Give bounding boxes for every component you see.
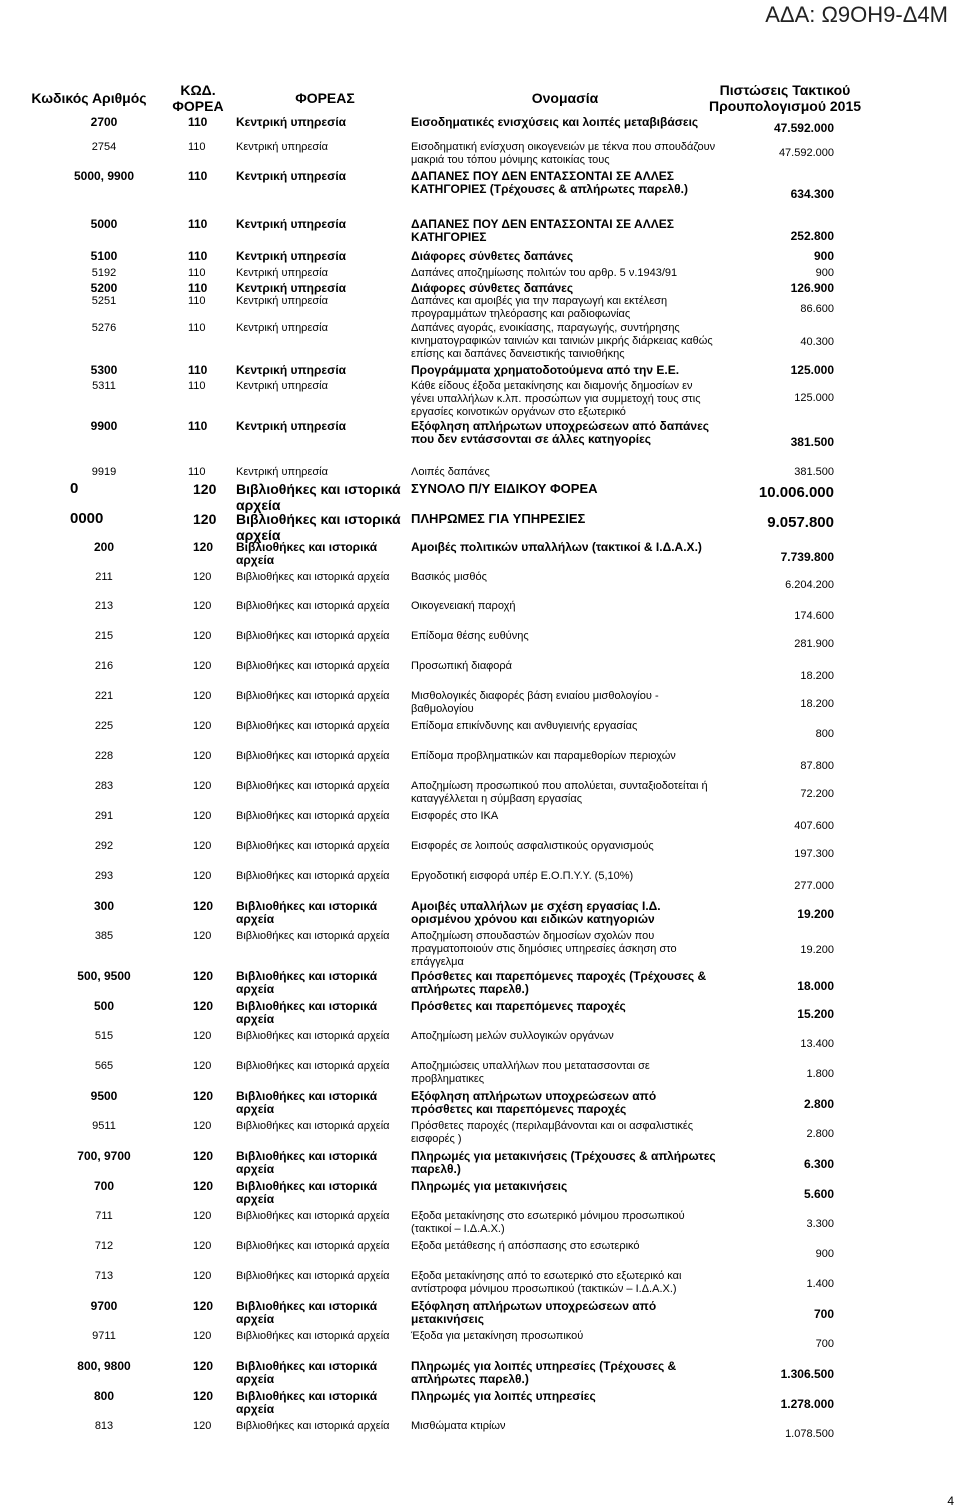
row-entity-code: 120	[193, 600, 212, 612]
row-description: Εξόφληση απλήρωτων υποχρεώσεων από μετακινήσεις	[411, 1299, 657, 1326]
row-entity-code: 120	[193, 630, 212, 642]
row-description: Αμοιβές υπαλλήλων με σχέση εργασίας Ι.Δ. ορισμένου χρόνου και ειδικών κατηγοριών	[411, 899, 661, 926]
row-amount: 125.000	[790, 363, 834, 377]
row-amount: 281.900	[794, 638, 834, 650]
page-number: 4	[947, 1494, 954, 1508]
row-description: Εξόφληση απλήρωτων υποχρεώσεων από δαπάνες που δεν εντάσσονται σε άλλες κατηγορίες	[411, 419, 710, 446]
row-description: Κάθε είδους έξοδα μετακίνησης και διαμονής δημοσίων εν γένει υπαλλήλων κ.λπ. προσώπων για συμμετοχή τους στις εργασίες κοινοτικών οργάνων στο εξωτερικό	[411, 380, 701, 418]
row-code: 5000, 9900	[73, 169, 135, 183]
row-entity-code: 120	[193, 511, 217, 527]
row-entity-name: Βιβλιοθήκες και ιστορικά αρχεία	[236, 840, 390, 852]
row-entity-name: Βιβλιοθήκες και ιστορικά αρχεία	[236, 999, 378, 1026]
row-entity-code: 120	[193, 1420, 212, 1432]
row-entity-code: 120	[193, 1270, 212, 1282]
row-description: Διάφορες σύνθετες δαπάνες	[411, 249, 574, 263]
row-amount: 13.400	[800, 1038, 834, 1050]
row-entity-code: 110	[188, 419, 208, 433]
row-amount: 15.200	[797, 1007, 834, 1021]
row-amount: 634.300	[790, 187, 834, 201]
row-entity-name: Βιβλιοθήκες και ιστορικά αρχεία	[236, 1299, 378, 1326]
row-description: Εξοδα μετάθεσης ή απόσπασης στο εσωτερικό	[411, 1240, 640, 1252]
row-entity-name: Βιβλιοθήκες και ιστορικά αρχεία	[236, 1240, 390, 1252]
row-amount: 800	[815, 728, 834, 740]
row-code: 711	[95, 1210, 113, 1222]
row-description: ΔΑΠΑΝΕΣ ΠΟΥ ΔΕΝ ΕΝΤΑΣΣΟΝΤΑΙ ΣΕ ΑΛΛΕΣ ΚΑΤΗΓΟΡΙΕΣ	[411, 217, 674, 244]
document-id: ΑΔΑ: Ω9ΟΗ9-Δ4Μ	[765, 2, 948, 27]
row-description: Αποζημίωση μελών συλλογικών οργάνων	[411, 1030, 614, 1042]
row-description: Πληρωμές για λοιπές υπηρεσίες	[411, 1389, 596, 1403]
row-code: 700	[93, 1179, 115, 1193]
row-entity-code: 120	[193, 660, 212, 672]
row-entity-code: 120	[193, 1149, 214, 1163]
row-description: Πληρωμές για μετακινήσεις	[411, 1179, 568, 1193]
row-amount: 126.900	[790, 281, 834, 295]
row-entity-code: 110	[188, 249, 208, 263]
row-description: Εισοδηματικές ενισχύσεις και λοιπές μεταβιβάσεις	[411, 115, 699, 129]
row-description: Επίδομα θέσης ευθύνης	[411, 630, 529, 642]
row-description: Μισθώματα κτιρίων	[411, 1420, 506, 1432]
row-code: 5000	[90, 217, 118, 231]
row-description: Αποζημίωση προσωπικού που απολύεται, συνταξιοδοτείται ή καταγγέλλεται η σύμβαση εργασίας	[411, 780, 708, 805]
row-code: 2700	[90, 115, 118, 129]
row-entity-code: 120	[193, 1120, 212, 1132]
row-entity-code: 120	[193, 1359, 214, 1373]
row-code: 5100	[90, 249, 118, 263]
row-amount: 1.306.500	[780, 1367, 834, 1381]
row-amount: 5.600	[803, 1187, 834, 1201]
row-description: ΣΥΝΟΛΟ Π/Υ ΕΙΔΙΚΟΥ ΦΟΡΕΑ	[411, 481, 598, 496]
row-description: Εξοδα μετακίνησης από το εσωτερικό στο εξωτερικό και αντίστροφα μόνιμου προσωπικού (τακτικών – Ι.Δ.Α.Χ.)	[411, 1270, 682, 1295]
row-code: 215	[94, 630, 114, 642]
row-entity-code: 120	[193, 870, 212, 882]
row-entity-code: 110	[188, 115, 208, 129]
row-entity-name: Κεντρική υπηρεσία	[236, 295, 328, 307]
row-entity-code: 110	[188, 281, 208, 295]
row-entity-name: Βιβλιοθήκες και ιστορικά αρχεία	[236, 720, 390, 732]
header-kod-forea-1: ΚΩΔ.	[180, 82, 216, 98]
row-code: 800, 9800	[77, 1359, 131, 1373]
row-amount: 900	[813, 249, 834, 263]
row-entity-name: Κεντρική υπηρεσία	[236, 419, 347, 433]
row-code: 713	[94, 1270, 114, 1282]
row-entity-name: Βιβλιοθήκες και ιστορικά αρχεία	[236, 1420, 390, 1432]
row-code: 221	[94, 690, 114, 702]
row-code: 385	[94, 930, 114, 942]
row-amount: 19.200	[797, 907, 834, 921]
row-entity-code: 110	[188, 141, 206, 153]
row-entity-code: 120	[193, 1299, 214, 1313]
row-amount: 381.500	[794, 466, 834, 478]
row-code: 565	[94, 1060, 114, 1072]
row-amount: 252.800	[790, 229, 834, 243]
row-entity-name: Κεντρική υπηρεσία	[236, 322, 328, 334]
row-code: 5200	[90, 281, 118, 295]
row-amount: 125.000	[794, 392, 834, 404]
row-entity-code: 110	[188, 295, 206, 307]
row-entity-code: 110	[188, 267, 206, 279]
row-entity-code: 110	[188, 466, 206, 478]
row-entity-name: Κεντρική υπηρεσία	[236, 281, 347, 295]
row-entity-name: Βιβλιοθήκες και ιστορικά αρχεία	[236, 1060, 390, 1072]
row-amount: 9.057.800	[767, 514, 834, 531]
row-entity-name: Βιβλιοθήκες και ιστορικά αρχεία	[236, 1389, 378, 1416]
row-amount: 47.592.000	[773, 121, 834, 135]
row-amount: 700	[815, 1338, 834, 1350]
row-description: Πρόσθετες και παρεπόμενες παροχές (Τρέχουσες & απλήρωτες παρελθ.)	[411, 969, 707, 996]
row-code: 5311	[92, 380, 116, 392]
row-description: Πρόσθετες παροχές (περιλαμβάνονται και οι ασφαλιστικές εισφορές )	[411, 1120, 694, 1145]
row-entity-name: Βιβλιοθήκες και ιστορικά αρχεία	[236, 870, 390, 882]
row-code: 700, 9700	[77, 1149, 131, 1163]
row-code: 9700	[90, 1299, 118, 1313]
row-entity-code: 120	[193, 780, 212, 792]
row-amount: 1.800	[806, 1068, 834, 1080]
row-entity-name: Βιβλιοθήκες και ιστορικά αρχεία	[236, 1179, 378, 1206]
row-description: Εισφορές σε λοιπούς ασφαλιστικούς οργανισμούς	[411, 840, 654, 852]
row-description: Εξοδα μετακίνησης στο εσωτερικό μόνιμου προσωπικού (τακτικοί – Ι.Δ.Α.Χ.)	[411, 1210, 685, 1235]
row-entity-code: 120	[193, 810, 212, 822]
row-code: 9900	[90, 419, 118, 433]
row-code: 293	[94, 870, 114, 882]
row-code: 300	[93, 899, 115, 913]
row-entity-name: Κεντρική υπηρεσία	[236, 169, 347, 183]
row-entity-name: Κεντρική υπηρεσία	[236, 466, 328, 478]
row-amount: 900	[815, 267, 834, 279]
row-entity-name: Βιβλιοθήκες και ιστορικά αρχεία	[236, 600, 390, 612]
row-amount: 18.200	[800, 670, 834, 682]
row-code: 500, 9500	[77, 969, 131, 983]
row-entity-name: Βιβλιοθήκες και ιστορικά αρχεία	[236, 540, 378, 567]
row-entity-code: 120	[193, 999, 214, 1013]
row-entity-code: 110	[188, 322, 206, 334]
row-code: 213	[94, 600, 114, 612]
row-description: Εισοδηματική ενίσχυση οικογενειών με τέκνα που σπουδάζουν μακριά του τόπου μόνιμης κατοικίας τους	[411, 141, 716, 166]
row-amount: 381.500	[790, 435, 834, 449]
row-entity-code: 120	[193, 840, 212, 852]
row-description: Δαπάνες αγοράς, ενοικίασης, παραγωγής, συντήρησης κινηματογραφικών ταινιών και ταινιών μικρής διάρκειας καθώς επίσης και δαπάνες δανειστικής ταινιοθήκης	[411, 322, 713, 360]
row-entity-name: Κεντρική υπηρεσία	[236, 249, 347, 263]
row-code: 228	[94, 750, 114, 762]
row-description: Αποζημιώσεις υπαλλήλων που μετατασσονται σε προβληματικες	[411, 1060, 650, 1085]
row-amount: 10.006.000	[758, 484, 834, 501]
header-code-number: Κωδικός Αριθμός	[31, 90, 147, 106]
row-entity-name: Βιβλιοθήκες και ιστορικά αρχεία	[236, 1030, 390, 1042]
row-entity-name: Κεντρική υπηρεσία	[236, 363, 347, 377]
row-description: Διάφορες σύνθετες δαπάνες	[411, 281, 574, 295]
row-code: 200	[93, 540, 115, 554]
row-entity-name: Βιβλιοθήκες και ιστορικά αρχεία	[236, 1270, 390, 1282]
row-entity-code: 120	[193, 969, 214, 983]
row-code: 800	[93, 1389, 115, 1403]
row-description: Δαπάνες αποζημίωσης πολιτών του αρθρ. 5 ν.1943/91	[411, 267, 678, 279]
row-entity-code: 110	[188, 169, 208, 183]
row-amount: 700	[813, 1307, 834, 1321]
row-amount: 7.739.800	[780, 550, 834, 564]
row-description: Πληρωμές για μετακινήσεις (Τρέχουσες & απλήρωτες παρελθ.)	[411, 1149, 716, 1176]
row-entity-name: Βιβλιοθήκες και ιστορικά αρχεία	[236, 571, 390, 583]
row-amount: 18.000	[797, 979, 834, 993]
row-entity-code: 110	[188, 363, 208, 377]
row-entity-code: 110	[188, 217, 208, 231]
row-entity-code: 120	[193, 1179, 214, 1193]
row-entity-code: 120	[193, 1089, 214, 1103]
row-code: 9500	[90, 1089, 118, 1103]
row-entity-code: 120	[193, 1389, 214, 1403]
row-entity-name: Βιβλιοθήκες και ιστορικά αρχεία	[236, 1089, 378, 1116]
row-code: 291	[94, 810, 114, 822]
row-entity-code: 120	[193, 899, 214, 913]
row-code: 2754	[91, 141, 117, 153]
row-entity-code: 120	[193, 1330, 212, 1342]
row-entity-code: 120	[193, 720, 212, 732]
row-amount: 3.300	[806, 1218, 834, 1230]
row-amount: 1.078.500	[785, 1428, 834, 1440]
header-onomasia: Ονομασία	[531, 90, 599, 106]
header-pistoseis-1: Πιστώσεις Τακτικού	[719, 82, 851, 98]
row-entity-code: 110	[188, 380, 206, 392]
row-amount: 2.800	[803, 1097, 834, 1111]
header-foreas: ΦΟΡΕΑΣ	[295, 90, 355, 106]
row-entity-name: Βιβλιοθήκες και ιστορικά αρχεία	[236, 780, 390, 792]
row-entity-name: Βιβλιοθήκες και ιστορικά αρχεία	[236, 969, 378, 996]
row-entity-code: 120	[193, 571, 212, 583]
row-amount: 1.278.000	[780, 1397, 834, 1411]
row-entity-code: 120	[193, 1060, 212, 1072]
row-code: 712	[94, 1240, 114, 1252]
row-entity-name: Κεντρική υπηρεσία	[236, 380, 328, 392]
row-description: Επίδομα επικίνδυνης και ανθυγιεινής εργασίας	[411, 720, 638, 732]
row-amount: 86.600	[800, 303, 834, 315]
row-amount: 407.600	[794, 820, 834, 832]
row-amount: 87.800	[800, 760, 834, 772]
row-amount: 40.300	[800, 336, 834, 348]
row-amount: 72.200	[800, 788, 834, 800]
row-entity-name: Βιβλιοθήκες και ιστορικά αρχεία	[236, 481, 401, 513]
row-entity-name: Βιβλιοθήκες και ιστορικά αρχεία	[236, 899, 378, 926]
row-entity-code: 120	[193, 930, 212, 942]
row-description: Αμοιβές πολιτικών υπαλλήλων (τακτικοί & Ι.Δ.Α.Χ.)	[411, 540, 702, 554]
row-entity-name: Βιβλιοθήκες και ιστορικά αρχεία	[236, 630, 390, 642]
row-code: 500	[93, 999, 115, 1013]
row-entity-code: 120	[193, 1240, 212, 1252]
header-kod-forea-2: ΦΟΡΕΑ	[172, 98, 224, 114]
row-code: 813	[94, 1420, 114, 1432]
row-description: Πρόσθετες και παρεπόμενες παροχές	[411, 999, 626, 1013]
row-code: 515	[94, 1030, 114, 1042]
row-entity-name: Βιβλιοθήκες και ιστορικά αρχεία	[236, 1120, 390, 1132]
row-code: 216	[94, 660, 114, 672]
row-description: Μισθολογικές διαφορές βάση ενιαίου μισθολογίου - βαθμολογίου	[411, 690, 659, 715]
row-description: Αποζημίωση σπουδαστών δημοσίων σχολών που πραγματοποιούν στις δημόσιες υπηρεσίες άσκηση στο επάγγελμα	[411, 930, 677, 968]
row-amount: 1.400	[806, 1278, 834, 1290]
row-entity-name: Βιβλιοθήκες και ιστορικά αρχεία	[236, 1210, 390, 1222]
row-entity-name: Βιβλιοθήκες και ιστορικά αρχεία	[236, 1330, 390, 1342]
row-code: 5276	[91, 322, 117, 334]
row-entity-name: Κεντρική υπηρεσία	[236, 217, 347, 231]
row-entity-name: Βιβλιοθήκες και ιστορικά αρχεία	[236, 511, 401, 543]
row-entity-code: 120	[193, 481, 217, 497]
row-entity-name: Βιβλιοθήκες και ιστορικά αρχεία	[236, 690, 390, 702]
row-description: Εισφορές στο ΙΚΑ	[411, 810, 499, 822]
row-code: 283	[94, 780, 114, 792]
row-description: ΔΑΠΑΝΕΣ ΠΟΥ ΔΕΝ ΕΝΤΑΣΣΟΝΤΑΙ ΣΕ ΑΛΛΕΣ ΚΑΤΗΓΟΡΙΕΣ (Τρέχουσες & απλήρωτες παρελθ.)	[411, 169, 689, 196]
row-entity-name: Κεντρική υπηρεσία	[236, 141, 328, 153]
row-entity-code: 120	[193, 690, 212, 702]
row-description: Οικογενειακή παροχή	[411, 600, 516, 612]
row-code: 225	[94, 720, 114, 732]
header-pistoseis-2: Προυπολογισμού 2015	[708, 98, 862, 114]
row-amount: 174.600	[794, 610, 834, 622]
row-entity-name: Βιβλιοθήκες και ιστορικά αρχεία	[236, 1149, 378, 1176]
row-amount: 19.200	[800, 944, 834, 956]
row-description: Έξοδα για μετακίνηση προσωπικού	[411, 1330, 584, 1342]
row-entity-name: Βιβλιοθήκες και ιστορικά αρχεία	[236, 750, 390, 762]
row-description: Πληρωμές για λοιπές υπηρεσίες (Τρέχουσες & απλήρωτες παρελθ.)	[411, 1359, 677, 1386]
row-entity-name: Βιβλιοθήκες και ιστορικά αρχεία	[236, 660, 390, 672]
row-amount: 18.200	[800, 698, 834, 710]
row-description: Εξόφληση απλήρωτων υποχρεώσεων από πρόσθετες και παρεπόμενες παροχές	[411, 1089, 657, 1116]
row-description: Λοιπές δαπάνες	[411, 466, 490, 478]
row-code: 211	[95, 571, 113, 583]
row-description: Εργοδοτική εισφορά υπέρ Ε.Ο.Π.Υ.Υ. (5,10%)	[411, 870, 634, 882]
row-entity-name: Βιβλιοθήκες και ιστορικά αρχεία	[236, 930, 390, 942]
row-amount: 2.800	[806, 1128, 834, 1140]
row-description: Βασικός μισθός	[411, 571, 487, 583]
row-description: Επίδομα προβληματικών και παραμεθορίων περιοχών	[411, 750, 676, 762]
row-entity-name: Βιβλιοθήκες και ιστορικά αρχεία	[236, 810, 390, 822]
row-description: ΠΛΗΡΩΜΕΣ ΓΙΑ ΥΠΗΡΕΣΙΕΣ	[411, 511, 586, 526]
row-code: 5300	[90, 363, 118, 377]
row-description: Προσωπική διαφορά	[411, 660, 513, 672]
row-entity-code: 120	[193, 1030, 212, 1042]
row-entity-code: 120	[193, 1210, 212, 1222]
row-amount: 197.300	[794, 848, 834, 860]
row-entity-name: Βιβλιοθήκες και ιστορικά αρχεία	[236, 1359, 378, 1386]
row-amount: 900	[815, 1248, 834, 1260]
row-entity-name: Κεντρική υπηρεσία	[236, 267, 328, 279]
row-amount: 6.204.200	[785, 579, 834, 591]
row-entity-name: Κεντρική υπηρεσία	[236, 115, 347, 129]
row-code: 9711	[92, 1330, 116, 1342]
row-code: 292	[94, 840, 114, 852]
row-code: 5192	[91, 267, 117, 279]
row-amount: 6.300	[803, 1157, 834, 1171]
row-code: 9919	[91, 466, 117, 478]
row-amount: 47.592.000	[778, 147, 834, 159]
row-entity-code: 120	[193, 540, 214, 554]
row-entity-code: 120	[193, 750, 212, 762]
row-description: Δαπάνες και αμοιβές για την παραγωγή και εκτέλεση προγραμμάτων τηλεόρασης και ραδιοφωνίας	[411, 295, 668, 320]
row-code: 9511	[92, 1120, 116, 1132]
row-amount: 277.000	[794, 880, 834, 892]
row-description: Προγράμματα χρηματοδοτούμενα από την Ε.Ε.	[411, 363, 680, 377]
row-code: 5251	[91, 295, 117, 307]
row-code: 0000	[70, 510, 104, 527]
row-code: 0	[70, 480, 79, 497]
